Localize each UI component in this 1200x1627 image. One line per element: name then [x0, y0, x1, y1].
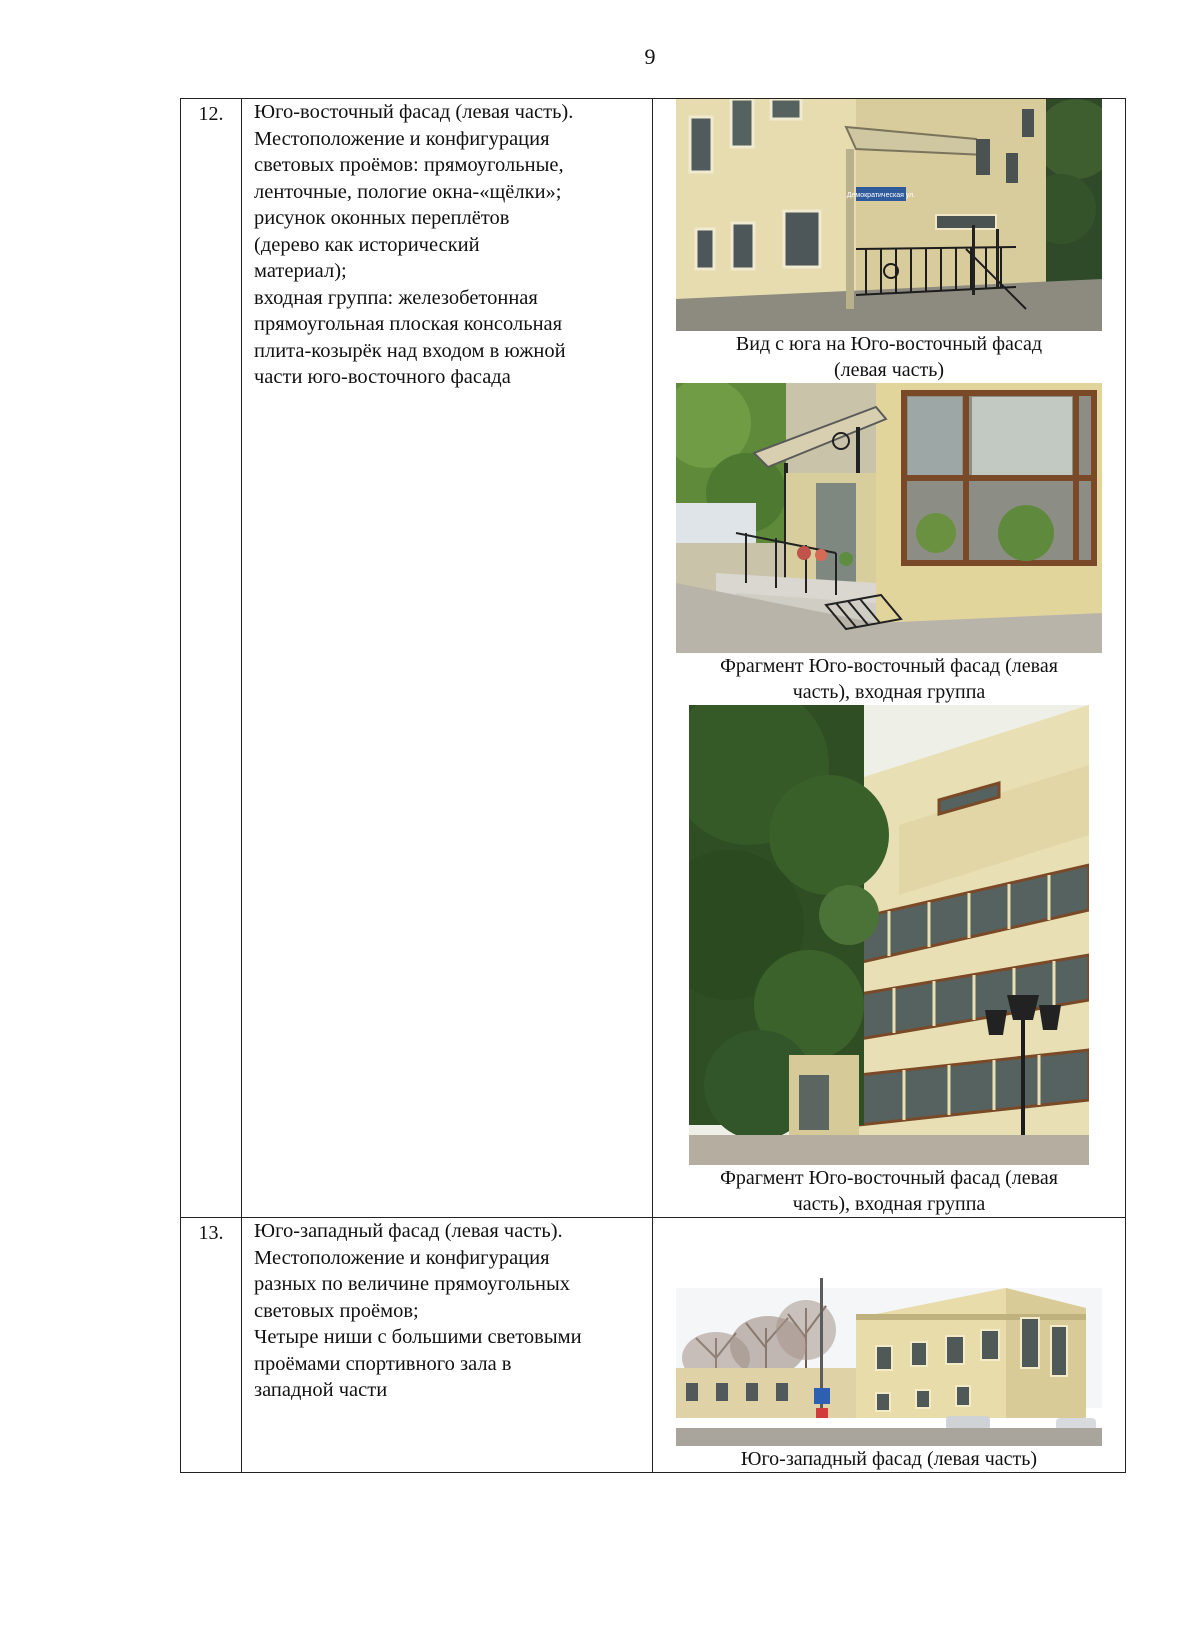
caption-line: часть), входная группа	[792, 1193, 986, 1215]
row-photos	[653, 1218, 1126, 1473]
desc-line: ленточные, пологие окна-«щёлки»;	[254, 180, 562, 203]
photo-caption	[653, 1446, 1125, 1472]
desc-line: проёмами спортивного зала в	[254, 1352, 512, 1375]
desc-line: Юго-восточный фасад (левая часть).	[254, 101, 574, 123]
desc-line: (дерево как исторический	[254, 233, 480, 256]
entrance-photo	[676, 383, 1102, 653]
page-number: 9	[644, 44, 656, 69]
facade-tree-photo	[689, 705, 1089, 1165]
desc-line: разных по величине прямоугольных	[254, 1273, 571, 1295]
desc-line: плита-козырёк над входом в южной	[254, 339, 566, 362]
row-number: 12.	[181, 99, 242, 1218]
photo-caption	[653, 1165, 1125, 1217]
photo-caption	[653, 331, 1125, 383]
desc-line: рисунок оконных переплётов	[254, 207, 510, 229]
desc-line: западной части	[254, 1379, 388, 1401]
desc-line: Местоположение и конфигурация	[254, 127, 550, 150]
row-description	[242, 1218, 653, 1473]
caption-line: Фрагмент Юго-восточный фасад (левая	[720, 655, 1058, 677]
desc-line: Местоположение и конфигурация	[254, 1246, 550, 1269]
desc-line: световых проёмов: прямоугольные,	[254, 154, 564, 176]
row-photos	[653, 99, 1126, 1218]
desc-line: Четыре ниши с большими световыми	[254, 1326, 582, 1348]
row-description	[242, 99, 653, 1218]
photo-caption	[653, 653, 1125, 705]
desc-line: Юго-западный фасад (левая часть).	[254, 1220, 563, 1242]
caption-line: Юго-западный фасад (левая часть)	[740, 1448, 1038, 1470]
facade-photo	[676, 99, 1102, 331]
desc-line: части юго-восточного фасада	[254, 366, 511, 388]
row-number: 13.	[181, 1218, 242, 1473]
desc-line: световых проёмов;	[254, 1299, 419, 1322]
desc-line: материал);	[254, 260, 347, 282]
desc-line: прямоугольная плоская консольная	[254, 313, 563, 335]
caption-line: Фрагмент Юго-восточный фасад (левая	[720, 1167, 1058, 1189]
caption-line: часть), входная группа	[792, 681, 986, 703]
document-table	[180, 98, 1126, 1473]
caption-line: (левая часть)	[833, 359, 945, 381]
table-row	[181, 1218, 1126, 1473]
caption-line: Вид с юга на Юго-восточный фасад	[735, 333, 1043, 355]
desc-line: входная группа: железобетонная	[254, 286, 538, 309]
southwest-facade-photo	[676, 1218, 1102, 1446]
table-row	[181, 99, 1126, 1218]
street-sign: Демократическая ул.	[846, 192, 916, 199]
